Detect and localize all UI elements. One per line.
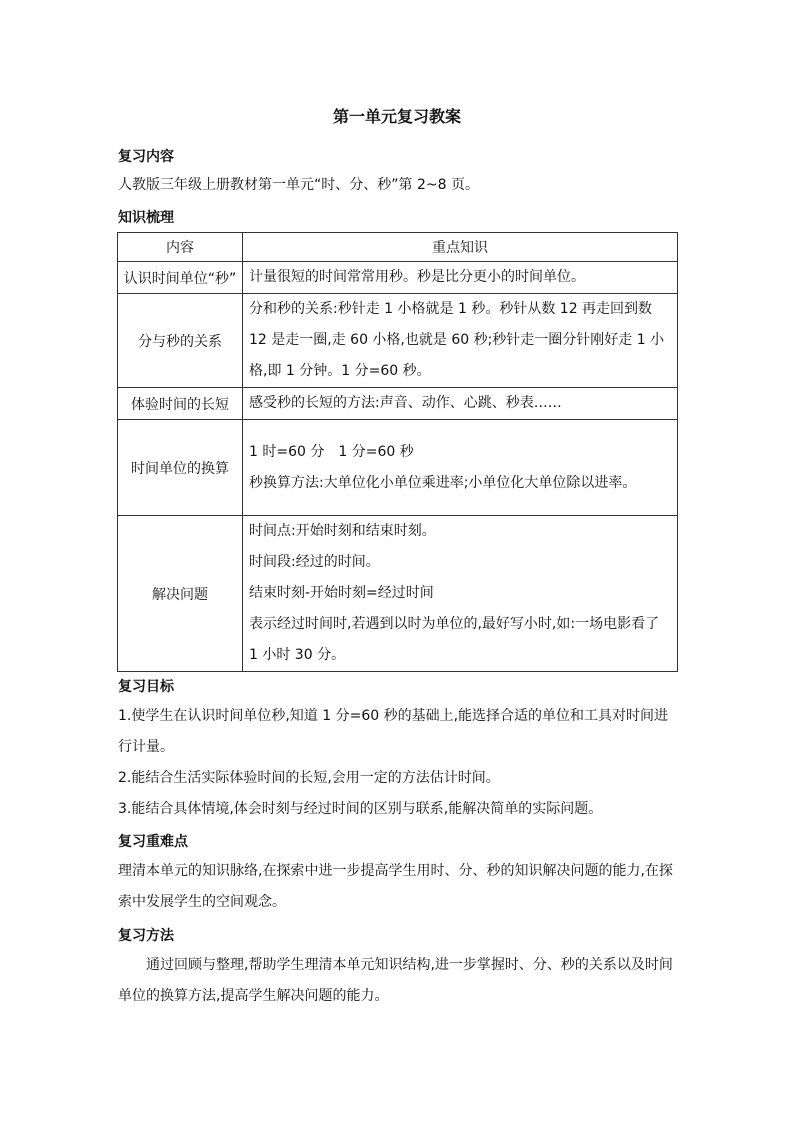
- cell-line: 时间点:开始时刻和结束时刻。: [249, 523, 436, 539]
- cell-line: 分和秒的关系:秒针走 1 小格就是 1 秒。秒针从数 12 再走回到数 12 是走一圈,走 60 小格,也就是 60 秒;秒针走一圈分针刚好走 1 小格,即 1 分钟。1 分=60 秒。: [249, 301, 665, 379]
- table-cell-content: [243, 262, 678, 294]
- knowledge-table: [117, 232, 678, 672]
- method-text: 通过回顾与整理,帮助学生理清本单元知识结构,进一步掌握时、分、秒的关系以及时间单位的换算方法,提高学生解决问题的能力。: [118, 957, 673, 1004]
- table-cell-topic: 分与秒的关系: [118, 294, 243, 388]
- table-row: [118, 262, 678, 294]
- key-points-text: 理清本单元的知识脉络,在探索中进一步提高学生用时、分、秒的知识解决问题的能力,在探索中发展学生的空间观念。: [118, 863, 673, 910]
- table-cell-topic: 体验时间的长短: [118, 388, 243, 420]
- table-cell-topic: 认识时间单位“秒”: [118, 262, 243, 294]
- goal-item: 3.能结合具体情境,体会时刻与经过时间的区别与联系,能解决简单的实际问题。: [118, 801, 603, 817]
- review-content-text: 人教版三年级上册教材第一单元“时、分、秒”第 2~8 页。: [118, 177, 479, 193]
- table-row: [118, 516, 678, 672]
- table-row: [118, 388, 678, 420]
- table-cell-content: [243, 516, 678, 672]
- key-points-heading: 复习重难点: [118, 834, 188, 850]
- table-cell-content: [243, 294, 678, 388]
- cell-line: 计量很短的时间常常用秒。秒是比分更小的时间单位。: [249, 269, 585, 285]
- goal-item: 2.能结合生活实际体验时间的长短,会用一定的方法估计时间。: [118, 770, 500, 786]
- cell-line: 感受秒的长短的方法:声音、动作、心跳、秒表……: [249, 395, 562, 411]
- cell-line: 1 时=60 分 1 分=60 秒: [249, 443, 414, 460]
- knowledge-heading: 知识梳理: [118, 210, 174, 226]
- table-header-row: [118, 233, 678, 262]
- cell-line: 时间段:经过的时间。: [249, 554, 380, 570]
- table-header-key-knowledge: 重点知识: [243, 233, 678, 262]
- goal-item: 1.使学生在认识时间单位秒,知道 1 分=60 秒的基础上,能选择合适的单位和工具对时间进行计量。: [118, 708, 669, 755]
- table-row: [118, 294, 678, 388]
- table-cell-content: [243, 420, 678, 516]
- table-cell-topic: 时间单位的换算: [118, 420, 243, 516]
- review-content-heading: 复习内容: [118, 149, 174, 165]
- cell-line: 结束时刻-开始时刻=经过时间: [249, 585, 434, 601]
- cell-line: 秒换算方法:大单位化小单位乘进率;小单位化大单位除以进率。: [249, 474, 637, 491]
- table-header-topic: 内容: [118, 233, 243, 262]
- page-title: 第一单元复习教案: [332, 107, 461, 126]
- goals-heading: 复习目标: [118, 679, 174, 695]
- table-cell-topic: 解决问题: [118, 516, 243, 672]
- table-row: [118, 420, 678, 516]
- method-heading: 复习方法: [118, 928, 174, 944]
- cell-line: 表示经过时间时,若遇到以时为单位的,最好写小时,如:一场电影看了 1 小时 30 分。: [249, 616, 660, 663]
- table-cell-content: [243, 388, 678, 420]
